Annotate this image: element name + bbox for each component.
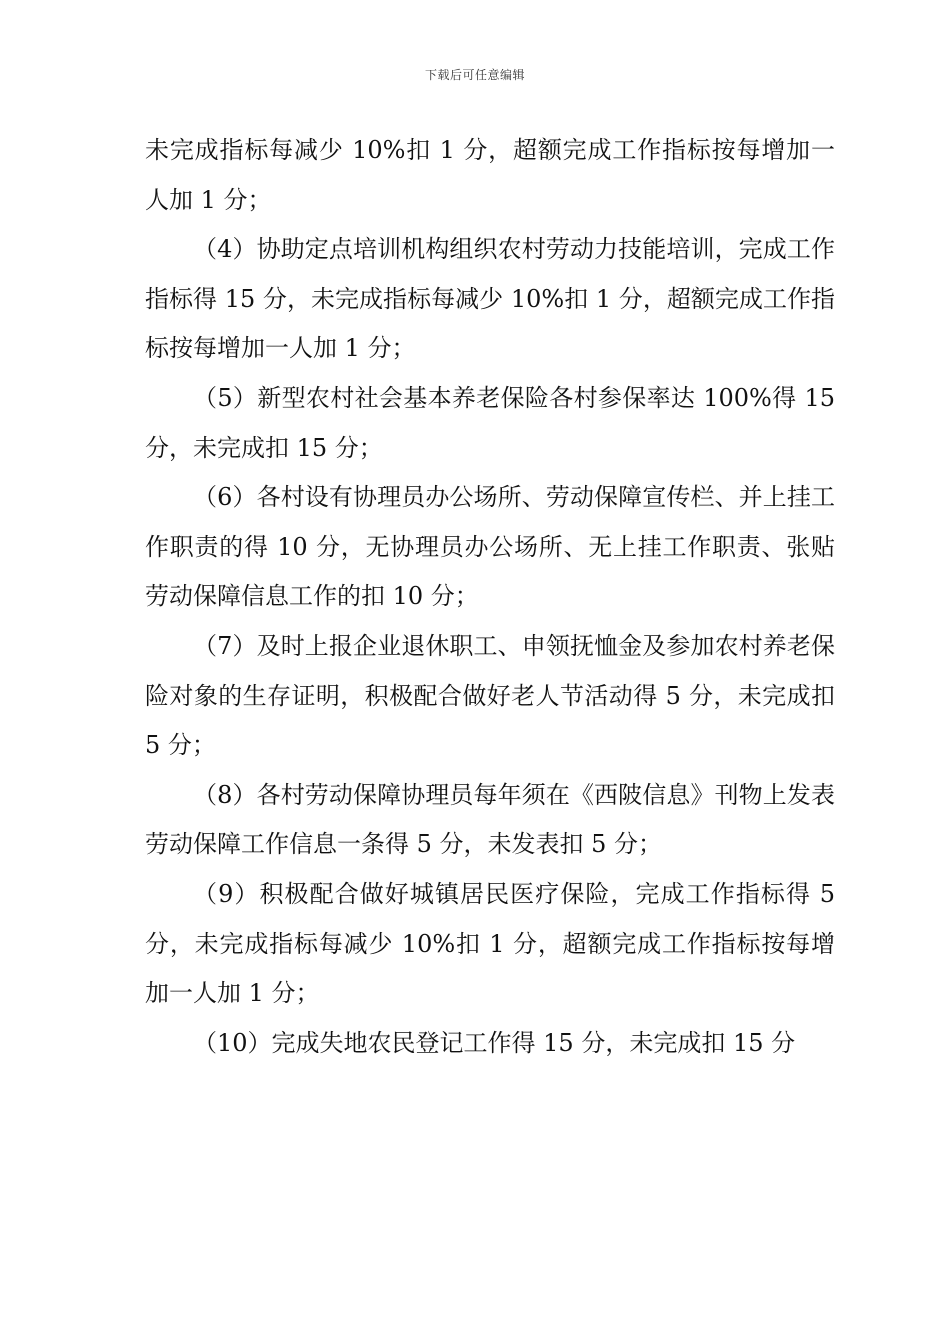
paragraph-item-10: （10）完成失地农民登记工作得 15 分，未完成扣 15 分 xyxy=(193,1028,796,1057)
paragraph-item-5: （5）新型农村社会基本养老保险各村参保率达 100%得 15 分，未完成扣 15 分； xyxy=(145,383,835,462)
paragraph-continuation: 未完成指标每减少 10%扣 1 分，超额完成工作指标按每增加一人加 1 分； xyxy=(145,136,835,214)
header-note: 下载后可任意编辑 xyxy=(424,68,525,82)
document-body xyxy=(145,126,835,1068)
paragraph-item-8: （8）各村劳动保障协理员每年须在《西陂信息》刊物上发表劳动保障工作信息一条得 5 分，未发表扣 5 分； xyxy=(145,780,835,859)
paragraph-item-7: （7）及时上报企业退休职工、申领抚恤金及参加农村养老保险对象的生存证明，积极配合做好老人节活动得 5 分，未完成扣 5 分； xyxy=(145,631,835,760)
paragraph-item-6: （6）各村设有协理员办公场所、劳动保障宣传栏、并上挂工作职责的得 10 分，无协理员办公场所、无上挂工作职责、张贴劳动保障信息工作的扣 10 分； xyxy=(145,483,835,611)
paragraph-item-4: （4）协助定点培训机构组织农村劳动力技能培训，完成工作指标得 15 分，未完成指标每减少 10%扣 1 分，超额完成工作指标按每增加一人加 1 分； xyxy=(145,235,835,363)
paragraph-item-9: （9）积极配合做好城镇居民医疗保险，完成工作指标得 5 分，未完成指标每减少 10%扣 1 分，超额完成工作指标按每增加一人加 1 分； xyxy=(145,879,835,1008)
